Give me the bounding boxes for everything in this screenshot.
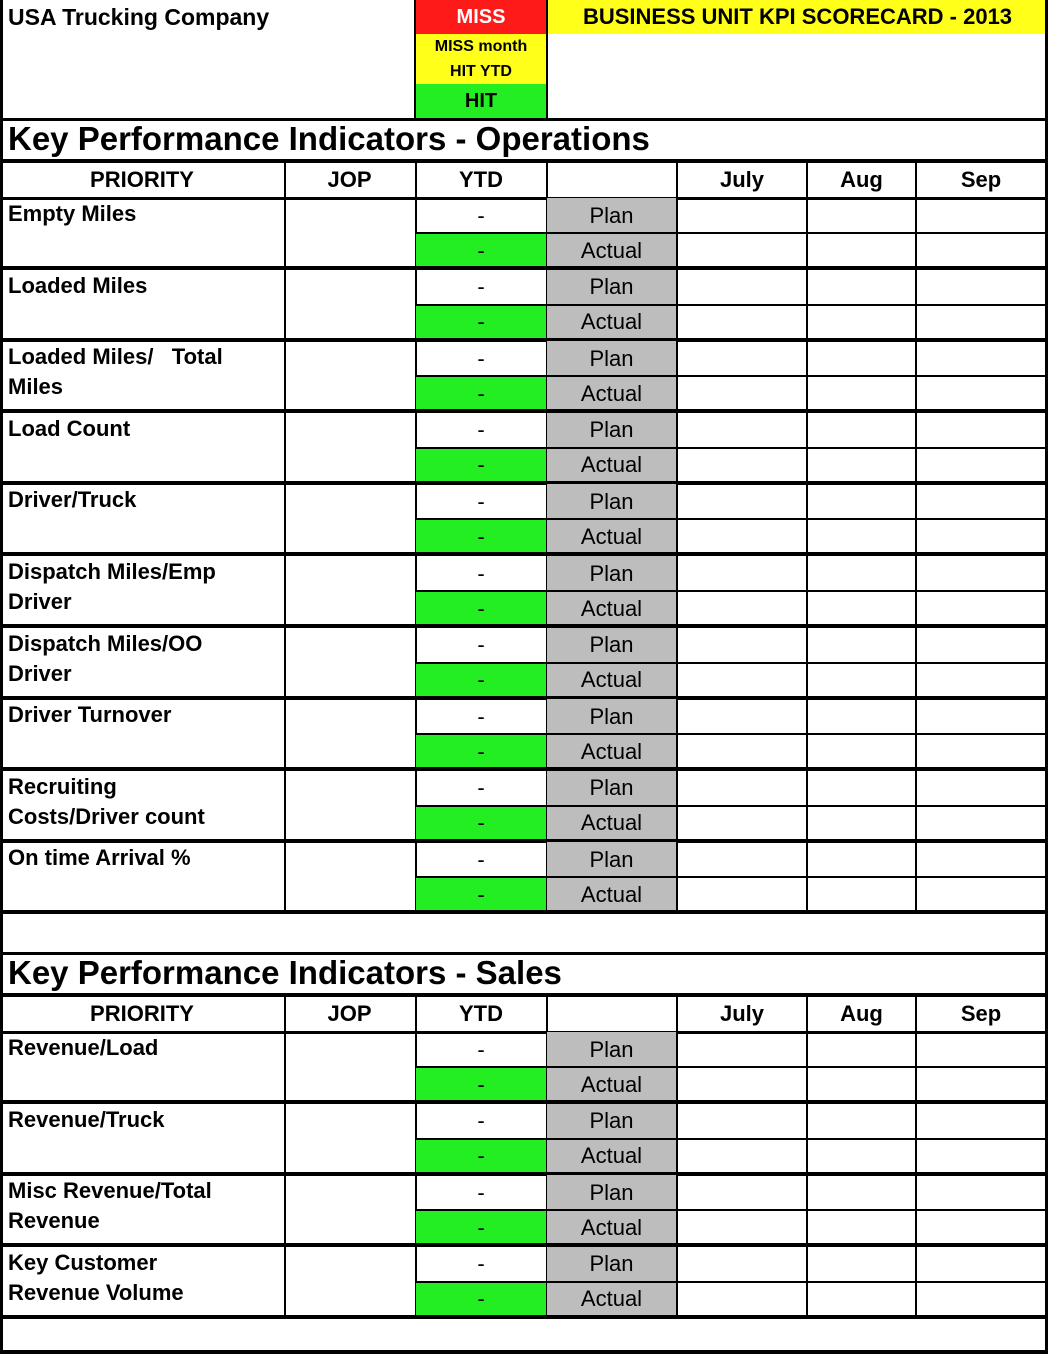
actual-label: Actual <box>547 806 676 841</box>
column-header-jop: JOP <box>327 1001 372 1026</box>
kpi-label-line: Driver <box>8 589 72 614</box>
kpi-label-line: Revenue/Truck <box>8 1106 165 1132</box>
grid-line <box>414 0 416 119</box>
kpi-label-line: Driver <box>8 660 72 686</box>
actual-label: Actual <box>547 448 676 483</box>
grid-line <box>415 447 1048 449</box>
ytd-plan-value: - <box>477 1251 485 1277</box>
actual-label: Actual <box>547 376 676 411</box>
kpi-label <box>8 1105 280 1135</box>
kpi-label <box>8 1176 280 1236</box>
scorecard-banner: BUSINESS UNIT KPI SCORECARD - 2013 <box>547 0 1048 34</box>
legend-miss: MISS <box>415 0 547 34</box>
legend-hit: HIT <box>415 84 547 118</box>
plan-label: Plan <box>547 1032 676 1067</box>
ytd-actual-value: - <box>416 663 546 698</box>
actual-label: Actual <box>547 663 676 698</box>
plan-label: Plan <box>547 1175 676 1210</box>
column-header-ytd: YTD <box>459 167 503 192</box>
kpi-label <box>8 772 280 832</box>
kpi-label-line: Driver/Truck <box>8 487 137 513</box>
kpi-label-line: Loaded Miles/ Total <box>8 344 223 370</box>
kpi-label <box>8 700 280 730</box>
actual-label: Actual <box>547 519 676 554</box>
ytd-actual-value: - <box>416 448 546 483</box>
grid-line <box>415 1138 1048 1140</box>
grid-line <box>546 0 548 119</box>
kpi-label-line: On time Arrival % <box>8 845 191 871</box>
column-header-month: Sep <box>960 167 1002 192</box>
plan-label: Plan <box>547 270 676 305</box>
kpi-label <box>8 414 280 444</box>
plan-label: Plan <box>547 1247 676 1282</box>
grid-line <box>0 1350 1048 1354</box>
plan-label: Plan <box>547 771 676 806</box>
kpi-label <box>8 629 280 689</box>
actual-label: Actual <box>547 1139 676 1174</box>
column-header-priority: PRIORITY <box>90 167 194 192</box>
column-header-month: Aug <box>840 1001 883 1026</box>
column-header-month: July <box>719 1001 765 1026</box>
kpi-label <box>8 271 280 301</box>
actual-label: Actual <box>547 734 676 769</box>
grid-line <box>415 375 1048 377</box>
ytd-plan-value: - <box>477 703 485 729</box>
ytd-plan-value: - <box>477 1036 485 1062</box>
actual-label: Actual <box>547 1210 676 1245</box>
actual-label: Actual <box>547 1282 676 1317</box>
legend-miss-month-label: MISS month <box>434 38 528 55</box>
ytd-actual-value: - <box>416 233 546 268</box>
ytd-plan-value: - <box>477 846 485 872</box>
column-header-priority: PRIORITY <box>90 1001 194 1026</box>
kpi-label-line: Driver Turnover <box>8 702 172 728</box>
kpi-label-line: Load Count <box>8 415 131 441</box>
grid-line <box>915 163 917 912</box>
ytd-actual-value: - <box>416 877 546 912</box>
ytd-plan-value: - <box>477 345 485 371</box>
ytd-actual-value: - <box>416 591 546 626</box>
kpi-label-line: Dispatch Miles/Emp <box>8 559 216 584</box>
ytd-actual-value: - <box>416 1282 546 1317</box>
plan-label: Plan <box>547 1104 676 1139</box>
legend-hit-ytd-label: HIT YTD <box>450 63 512 80</box>
kpi-label-line: Dispatch Miles/OO <box>8 630 203 656</box>
grid-line <box>415 876 1048 878</box>
kpi-label-line: Revenue Volume <box>8 1279 184 1305</box>
grid-line <box>0 1315 1048 1319</box>
grid-line <box>415 1281 1048 1283</box>
company-name: USA Trucking Company <box>8 4 270 30</box>
ytd-plan-value: - <box>477 274 485 300</box>
kpi-label <box>8 843 280 873</box>
plan-label: Plan <box>547 556 676 591</box>
kpi-label-line: Miles <box>8 374 64 400</box>
kpi-label-line: Costs/Driver count <box>8 803 205 829</box>
ytd-plan-value: - <box>477 775 485 801</box>
actual-label: Actual <box>547 1067 676 1102</box>
ytd-plan-value: - <box>477 560 485 586</box>
plan-label: Plan <box>547 842 676 877</box>
kpi-label-line: Key Customer <box>8 1249 158 1275</box>
grid-line <box>415 304 1048 306</box>
kpi-label-line: Loaded Miles <box>8 272 148 298</box>
ytd-plan-value: - <box>477 202 485 228</box>
ytd-actual-value: - <box>416 519 546 554</box>
grid-line <box>415 733 1048 735</box>
kpi-label-line: Revenue/Load <box>8 1035 159 1060</box>
column-header-ytd: YTD <box>459 1001 503 1026</box>
grid-line <box>415 1066 1048 1068</box>
grid-line <box>415 805 1048 807</box>
actual-label: Actual <box>547 233 676 268</box>
column-header-month: Sep <box>960 1001 1002 1026</box>
kpi-label-line: Recruiting <box>8 773 117 799</box>
plan-label: Plan <box>547 341 676 376</box>
kpi-label-line: Misc Revenue/Total <box>8 1178 212 1204</box>
kpi-label <box>8 1248 280 1308</box>
ytd-actual-value: - <box>416 1139 546 1174</box>
grid-line <box>415 662 1048 664</box>
plan-label: Plan <box>547 198 676 233</box>
grid-line <box>915 997 917 1317</box>
grid-line <box>284 163 286 912</box>
ytd-actual-value: - <box>416 1210 546 1245</box>
plan-label: Plan <box>547 484 676 519</box>
kpi-label-line: Empty Miles <box>8 201 137 226</box>
actual-label: Actual <box>547 591 676 626</box>
grid-line <box>415 232 1048 234</box>
ytd-plan-value: - <box>477 488 485 514</box>
legend-miss-month-hit-ytd <box>415 34 547 84</box>
ytd-actual-value: - <box>416 376 546 411</box>
ytd-actual-value: - <box>416 1067 546 1102</box>
column-header-month: Aug <box>840 167 883 192</box>
grid-line <box>415 1209 1048 1211</box>
grid-line <box>0 910 1048 914</box>
grid-line <box>284 997 286 1317</box>
kpi-label <box>8 485 280 515</box>
grid-line <box>806 997 808 1317</box>
operations-section-title: Key Performance Indicators - Operations <box>8 120 650 157</box>
kpi-label <box>8 342 280 402</box>
ytd-plan-value: - <box>477 417 485 443</box>
grid-line <box>676 163 678 912</box>
kpi-label <box>8 1033 280 1063</box>
actual-label: Actual <box>547 305 676 340</box>
grid-line <box>0 0 3 1354</box>
ytd-actual-value: - <box>416 734 546 769</box>
ytd-actual-value: - <box>416 305 546 340</box>
grid-line <box>806 163 808 912</box>
grid-line <box>415 518 1048 520</box>
kpi-label-line: Revenue <box>8 1208 100 1234</box>
plan-label: Plan <box>547 628 676 663</box>
actual-label: Actual <box>547 877 676 912</box>
ytd-plan-value: - <box>477 632 485 658</box>
ytd-actual-value: - <box>416 806 546 841</box>
sales-section-title: Key Performance Indicators - Sales <box>8 954 562 991</box>
kpi-label <box>8 557 280 617</box>
kpi-label <box>8 199 280 229</box>
column-header-jop: JOP <box>327 167 372 192</box>
column-header-month: July <box>719 167 765 192</box>
grid-line <box>415 590 1048 592</box>
ytd-plan-value: - <box>477 1179 485 1205</box>
ytd-plan-value: - <box>477 1108 485 1134</box>
plan-label: Plan <box>547 413 676 448</box>
grid-line <box>676 997 678 1317</box>
plan-label: Plan <box>547 699 676 734</box>
